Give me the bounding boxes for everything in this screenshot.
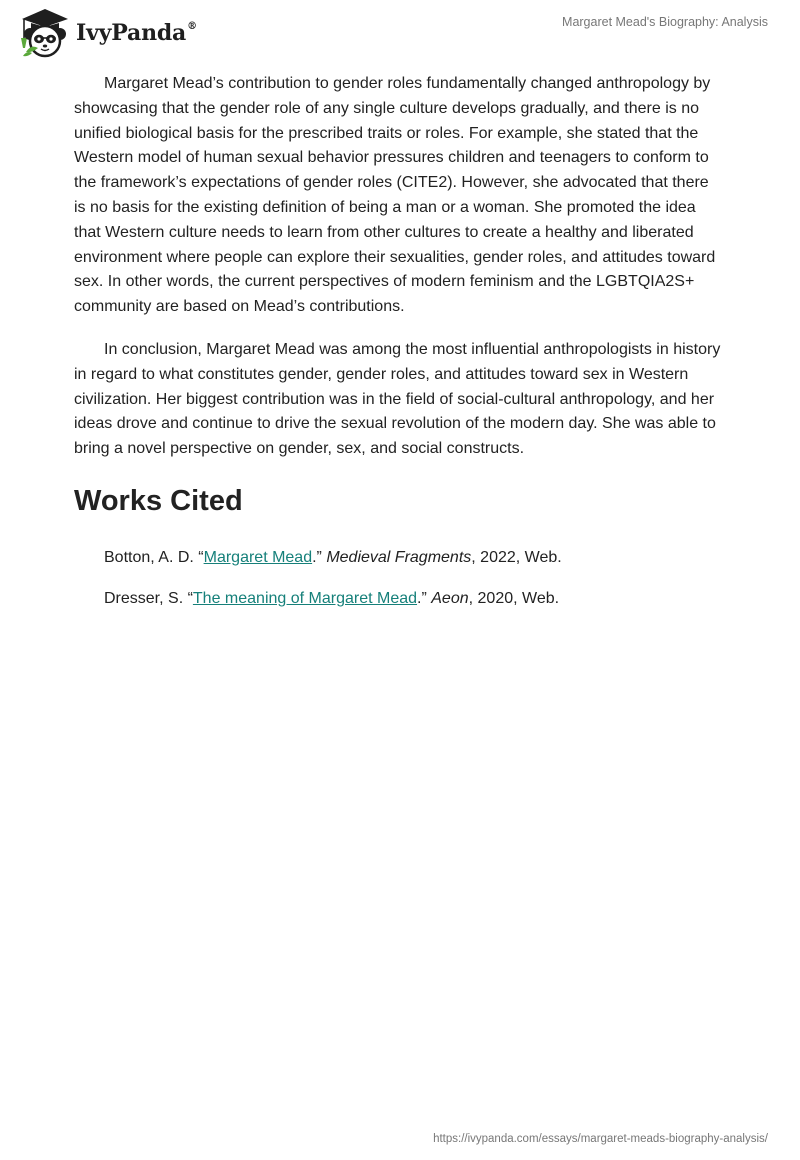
citation-link[interactable]: The meaning of Margaret Mead xyxy=(192,589,418,607)
works-cited-heading: Works Cited xyxy=(74,484,243,517)
essay-content xyxy=(74,72,724,628)
footer-source-url[interactable]: https://ivypanda.com/essays/margaret-meads-biography-analysis/ xyxy=(433,1133,768,1145)
paragraph-gender-roles: Margaret Mead’s contribution to gender roles fundamentally changed anthropology by showcasing that the gender role of any single culture develops gradually, and there is no unified biological basis for the prescribed traits or roles. For example, she stated that the Western model of human sexual behavior pressures children and teenagers to conform to the framework’s expectations of gender roles (CITE2). However, she advocated that there is no basis for the existing definition of being a man or a woman. She promoted the idea that Western culture needs to learn from other cultures to create a healthy and liberated environment where people can explore their sexualities, gender roles, and attitudes toward sex. In other words, the current perspectives of modern feminism and the LGBTQIA2S+ community are based on Mead’s contributions. xyxy=(74,75,716,316)
registered-mark: ® xyxy=(187,21,197,32)
citation-source: Aeon xyxy=(431,589,469,607)
citation-author: Botton, A. D. “ xyxy=(104,548,204,566)
citation-entry xyxy=(104,587,724,610)
brand-name: IvyPanda® xyxy=(76,20,197,46)
page-header xyxy=(0,0,800,64)
citation-suffix: , 2020, Web. xyxy=(468,589,560,607)
citation-suffix: , 2022, Web. xyxy=(471,548,562,566)
citation-punct: .” xyxy=(417,589,432,607)
panda-graduation-cap-icon xyxy=(14,6,72,58)
paragraph-conclusion: In conclusion, Margaret Mead was among the most influential anthropologists in history in regard to what constitutes gender, gender roles, and attitudes toward sex in Western civilization. Her biggest contribution was in the field of social-cultural anthropology, and her ideas drove and continue to drive the sexual revolution of the modern day. She was able to bring a novel perspective on gender, sex, and social constructs. xyxy=(74,340,721,458)
ivypanda-logo[interactable] xyxy=(14,6,197,58)
document-title: Margaret Mead's Biography: Analysis xyxy=(562,15,768,29)
citation-author: Dresser, S. “ xyxy=(104,589,193,607)
citation-entry xyxy=(104,546,724,569)
citation-source: Medieval Fragments xyxy=(326,548,472,566)
citation-link[interactable]: Margaret Mead xyxy=(203,548,313,566)
citation-punct: .” xyxy=(312,548,327,566)
